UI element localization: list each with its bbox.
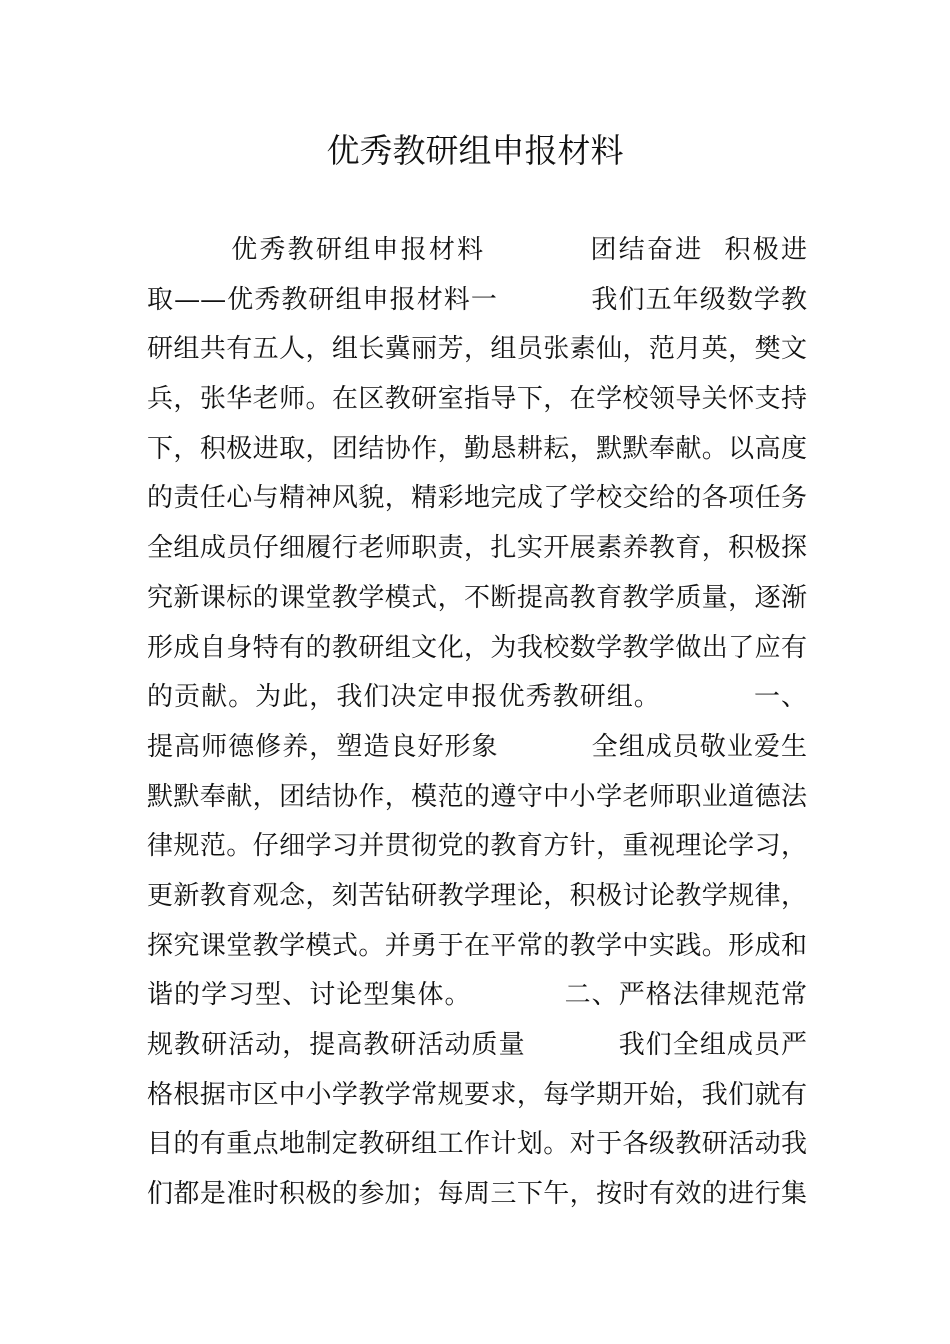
body-line: 们都是准时积极的参加；每周三下午，按时有效的进行集	[147, 1179, 807, 1210]
body-line: 目的有重点地制定教研组工作计划。对于各级教研活动我	[147, 1129, 807, 1160]
body-line: 优秀教研组申报材料 团结奋进 积极进	[147, 235, 807, 265]
body-line: 下，积极进取，团结协作，勤恳耕耘，默默奉献。以高度	[147, 433, 807, 464]
body-line: 谐的学习型、讨论型集体。 二、严格法律规范常	[147, 980, 807, 1011]
body-line: 研组共有五人，组长冀丽芳，组员张素仙，范月英，樊文	[147, 334, 807, 365]
body-line: 探究课堂教学模式。并勇于在平常的教学中实践。形成和	[147, 930, 807, 961]
body-line: 更新教育观念，刻苦钻研教学理论，积极讨论教学规律，	[147, 880, 807, 911]
body-line: 提高师德修养，塑造良好形象 全组成员敬业爱生	[147, 731, 807, 762]
body-line: 兵，张华老师。在区教研室指导下，在学校领导关怀支持	[147, 384, 807, 415]
body-line: 的贡献。为此，我们决定申报优秀教研组。 一、	[147, 682, 807, 713]
body-line: 规教研活动，提高教研活动质量 我们全组成员严	[147, 1030, 807, 1060]
document-body	[147, 226, 807, 1220]
body-line: 形成自身特有的教研组文化，为我校数学教学做出了应有	[147, 632, 807, 663]
body-line: 全组成员仔细履行老师职责，扎实开展素养教育，积极探	[147, 533, 807, 564]
body-line: 律规范。仔细学习并贯彻党的教育方针，重视理论学习，	[147, 831, 807, 862]
body-line: 格根据市区中小学教学常规要求，每学期开始，我们就有	[147, 1079, 807, 1110]
body-line: 取——优秀教研组申报材料一 我们五年级数学教	[147, 284, 807, 315]
body-line: 默默奉献，团结协作，模范的遵守中小学老师职业道德法	[147, 781, 807, 812]
document-title: 优秀教研组申报材料	[326, 131, 624, 170]
body-line: 的责任心与精神风貌，精彩地完成了学校交给的各项任务	[147, 483, 807, 514]
body-line: 究新课标的课堂教学模式，不断提高教育教学质量，逐渐	[147, 582, 807, 613]
